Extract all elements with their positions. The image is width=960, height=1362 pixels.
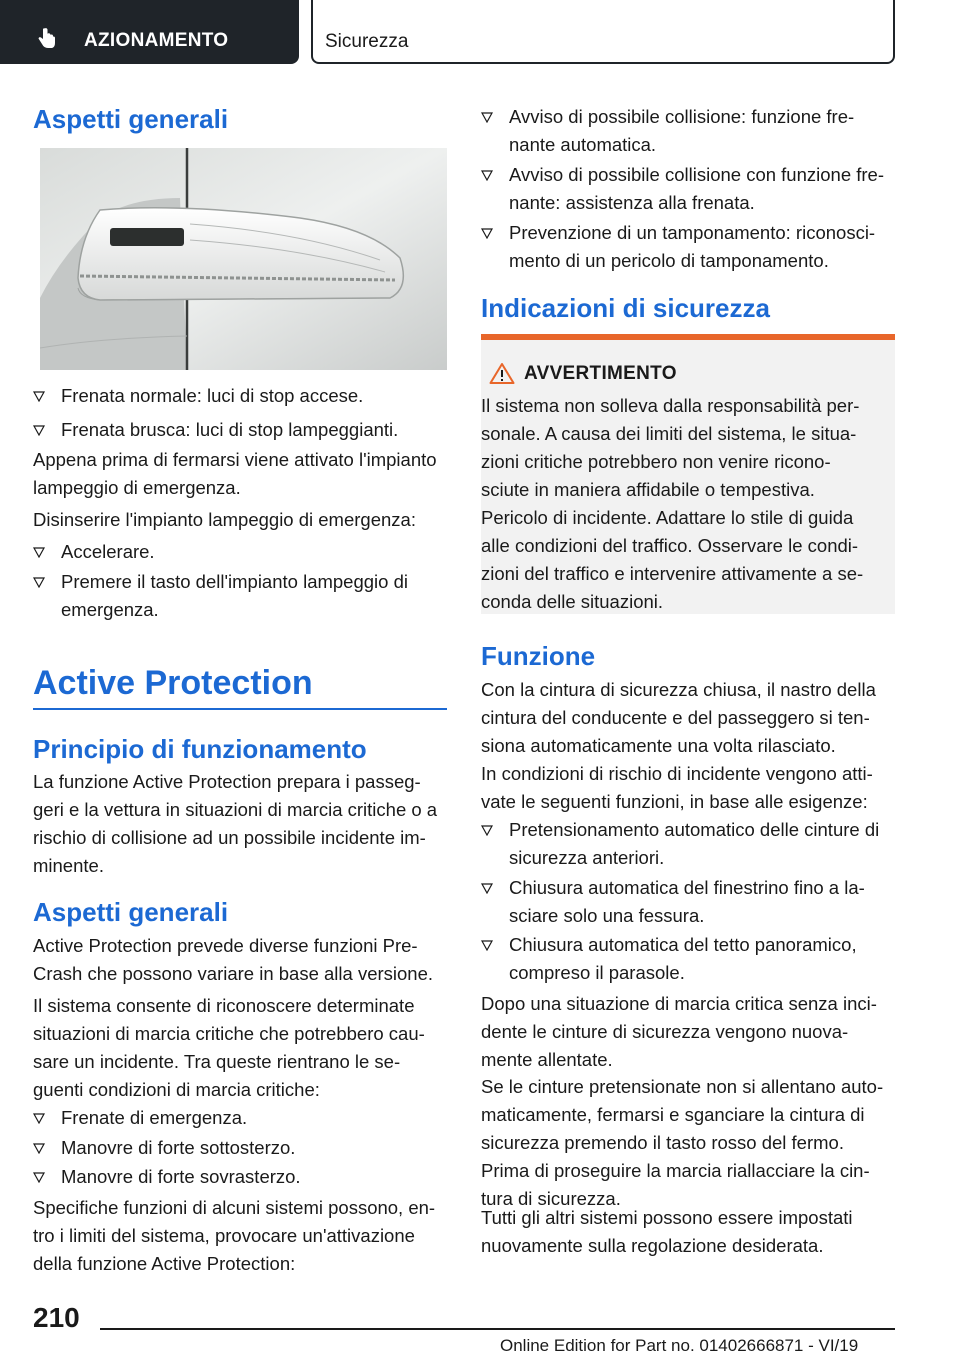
list-item-text: Frenata normale: luci di stop accese.: [61, 385, 364, 406]
text-line: sare un incidente. Tra queste rientrano le se-: [33, 1051, 401, 1072]
list-item-text: Manovre di forte sovrasterzo.: [61, 1166, 301, 1187]
triangle-bullet-icon: [33, 577, 45, 588]
text-line: sciute in maniera affidabile o tempestiva.: [481, 479, 815, 500]
triangle-bullet-icon: [481, 940, 493, 951]
text-line: In condizioni di rischio di incidente vengono atti-: [481, 763, 873, 784]
text-line: Appena prima di fermarsi viene attivato l'impianto: [33, 449, 437, 470]
text-line: cintura del conducente e del passeggero si ten-: [481, 707, 870, 728]
triangle-bullet-icon: [481, 883, 493, 894]
text-line: lampeggio di emergenza.: [33, 477, 241, 498]
heading-aspetti-generali: Aspetti generali: [33, 104, 229, 134]
text-line: Con la cintura di sicurezza chiusa, il nastro della: [481, 679, 876, 700]
warning-text: [481, 392, 881, 616]
text-line: vate le seguenti funzioni, in base alle esigenze:: [481, 791, 868, 812]
text-line: geri e la vettura in situazioni di marcia critiche o a: [33, 799, 438, 820]
list-item-text: Accelerare.: [61, 541, 155, 562]
heading-principio: Principio di funzionamento: [33, 734, 367, 764]
list-item: [33, 1163, 447, 1191]
heading-rule: [33, 708, 447, 710]
triangle-bullet-icon: [481, 112, 493, 123]
text-line: dente le cinture di sicurezza vengono nuova-: [481, 1021, 849, 1042]
text-line: sicurezza premendo il tasto rosso del fermo.: [481, 1132, 844, 1153]
list-item-text: nante automatica.: [509, 134, 657, 155]
paragraph: [481, 990, 895, 1074]
text-line: guenti condizioni di marcia critiche:: [33, 1079, 320, 1100]
text-line: Pericolo di incidente. Adattare lo stile di guida: [481, 507, 854, 528]
list-item: [33, 416, 447, 444]
paragraph: [33, 446, 447, 502]
list-item: [481, 219, 895, 275]
paragraph: [33, 768, 447, 880]
text-line: situazioni di marcia critiche che potrebbero cau-: [33, 1023, 425, 1044]
list-item: [481, 816, 895, 872]
list-item-text: Avviso di possibile collisione: funzione fre-: [509, 106, 855, 127]
triangle-bullet-icon: [33, 1172, 45, 1183]
list-item: [33, 538, 447, 566]
text-line: Il sistema non solleva dalla responsabilità per-: [481, 395, 860, 416]
text-line: nuovamente sulla regolazione desiderata.: [481, 1235, 824, 1256]
triangle-bullet-icon: [33, 1113, 45, 1124]
paragraph: [33, 932, 447, 988]
paragraph: [481, 760, 895, 816]
text-line: zioni del traffico e intervenire attivamente a se-: [481, 563, 864, 584]
footer-rule: [100, 1328, 895, 1330]
heading-aspetti-generali-2: Aspetti generali: [33, 897, 229, 927]
triangle-bullet-icon: [33, 425, 45, 436]
text-line: tura di sicurezza.: [481, 1188, 621, 1209]
text-line: alle condizioni del traffico. Osservare le condi-: [481, 535, 859, 556]
text-line: Specifiche funzioni di alcuni sistemi possono, en-: [33, 1197, 436, 1218]
text-line: Dopo una situazione di marcia critica senza inci-: [481, 993, 877, 1014]
text-line: Prima di proseguire la marcia riallacciare la cin-: [481, 1160, 870, 1181]
triangle-bullet-icon: [481, 228, 493, 239]
list-item: [481, 103, 895, 159]
text-line: Crash che possono variare in base alla versione.: [33, 963, 434, 984]
list-item: [33, 1104, 447, 1132]
triangle-bullet-icon: [481, 170, 493, 181]
list-item-text: Manovre di forte sottosterzo.: [61, 1137, 296, 1158]
text-line: Active Protection prevede diverse funzioni Pre-: [33, 935, 418, 956]
list-item-text: Frenata brusca: luci di stop lampeggianti.: [61, 419, 399, 440]
heading-indicazioni-sicurezza: Indicazioni di sicurezza: [481, 293, 770, 323]
triangle-bullet-icon: [33, 1143, 45, 1154]
paragraph: Disinserire l'impianto lampeggio di emergenza:: [33, 509, 416, 530]
triangle-bullet-icon: [481, 825, 493, 836]
text-line: mente allentate.: [481, 1049, 613, 1070]
text-line: della funzione Active Protection:: [33, 1253, 296, 1274]
text-line: Tutti gli altri sistemi possono essere impostati: [481, 1207, 853, 1228]
list-item-text: nante: assistenza alla frenata.: [509, 192, 755, 213]
text-line: conda delle situazioni.: [481, 591, 664, 612]
list-item-text: Chiusura automatica del tetto panoramico,: [509, 934, 857, 955]
rear-light-illustration: [40, 148, 447, 370]
list-item-text: Frenate di emergenza.: [61, 1107, 248, 1128]
paragraph: [481, 1204, 895, 1260]
page-number: 210: [33, 1302, 80, 1333]
list-item-text: compreso il parasole.: [509, 962, 685, 983]
text-line: La funzione Active Protection prepara i passeg-: [33, 771, 421, 792]
paragraph: [481, 1073, 895, 1213]
warning-triangle-icon: [489, 362, 515, 385]
text-line: tro i limiti del sistema, provocare un'attivazione: [33, 1225, 415, 1246]
list-item-text: emergenza.: [61, 599, 159, 620]
list-item-text: Avviso di possibile collisione con funzione fre-: [509, 164, 884, 185]
list-item: [33, 1134, 447, 1162]
paragraph: [33, 1194, 447, 1278]
paragraph: [481, 676, 895, 760]
list-item-text: Prevenzione di un tamponamento: riconosci-: [509, 222, 876, 243]
warning-title: AVVERTIMENTO: [524, 363, 677, 384]
triangle-bullet-icon: [33, 547, 45, 558]
list-item: [481, 874, 895, 930]
text-line: sonale. A causa dei limiti del sistema, le situa-: [481, 423, 857, 444]
triangle-bullet-icon: [33, 391, 45, 402]
hand-pointer-icon: [36, 28, 58, 50]
list-item-text: mento di un pericolo di tamponamento.: [509, 250, 829, 271]
list-item-text: sciare solo una fessura.: [509, 905, 705, 926]
list-item: [481, 161, 895, 217]
list-item: [33, 568, 447, 624]
list-item-text: Premere il tasto dell'impianto lampeggio di: [61, 571, 408, 592]
heading-funzione: Funzione: [481, 641, 596, 671]
text-line: Il sistema consente di riconoscere determinate: [33, 995, 415, 1016]
text-line: maticamente, fermarsi e sganciare la cintura di: [481, 1104, 865, 1125]
heading-active-protection: Active Protection: [33, 664, 313, 702]
footer-edition: Online Edition for Part no. 01402666871 - VI/19: [500, 1336, 859, 1355]
list-item-text: Chiusura automatica del finestrino fino a la-: [509, 877, 865, 898]
text-line: siona automaticamente una volta rilasciato.: [481, 735, 836, 756]
text-line: zioni critiche potrebbero non venire ricono-: [481, 451, 831, 472]
list-item-text: sicurezza anteriori.: [509, 847, 665, 868]
text-line: minente.: [33, 855, 104, 876]
paragraph: [33, 992, 447, 1104]
text-line: rischio di collisione ad un possibile incidente im-: [33, 827, 426, 848]
list-item: [481, 931, 895, 987]
rear-light-drawing: [40, 148, 447, 370]
list-item-text: Pretensionamento automatico delle cinture di: [509, 819, 880, 840]
section-title: Sicurezza: [325, 31, 409, 52]
chapter-title: AZIONAMENTO: [84, 30, 229, 51]
text-line: Se le cinture pretensionate non si allentano auto-: [481, 1076, 884, 1097]
list-item: [33, 382, 447, 410]
